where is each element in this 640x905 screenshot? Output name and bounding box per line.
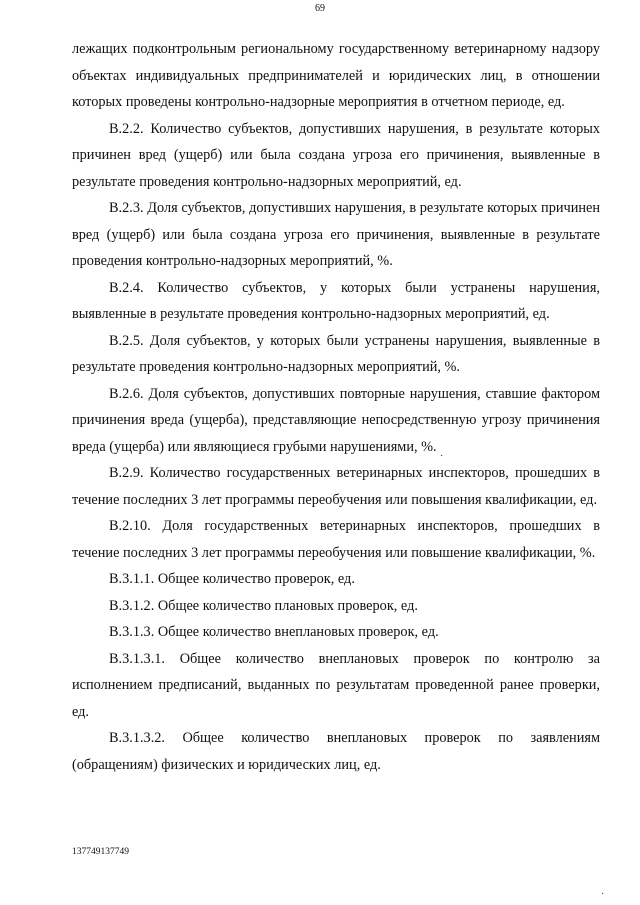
paragraph-b-2-9: B.2.9. Количество государственных ветеринарных инспекторов, прошедших в течение последних 3 лет программы переобучения или повышения квалификации, ед.: [72, 465, 600, 508]
paragraph-b-2-5: B.2.5. Доля субъектов, у которых были устранены нарушения, выявленные в результате проведения контрольно-надзорных мероприятий, %.: [72, 332, 600, 375]
document-id: 137749137749: [72, 847, 129, 857]
paragraph-continuation: лежащих подконтрольным региональному государственному ветеринарному надзору объектах индивидуальных предпринимателей и юридических лиц, в отношении которых проведены контрольно-надзорные мероприятия в отчетном периоде, ед.: [72, 41, 600, 110]
document-body: [72, 36, 600, 778]
paragraph-b-3-1-1: B.3.1.1. Общее количество проверок, ед.: [109, 571, 355, 587]
scan-speck: ·: [440, 451, 444, 462]
paragraph-b-2-3: B.2.3. Доля субъектов, допустивших нарушения, в результате которых причинен вред (ущерб) или была создана угроза его причинения, выявленные в результате проведения контрольно-надзорных мероприятий, %.: [72, 200, 600, 269]
paragraph-b-2-6: B.2.6. Доля субъектов, допустивших повторные нарушения, ставшие фактором причинения вреда (ущерба), представляющие непосредственную угрозу причинения вреда (ущерба) или являющиеся грубыми нарушениями, %.: [72, 385, 600, 455]
paragraph-b-3-1-2: B.3.1.2. Общее количество плановых проверок, ед.: [109, 597, 418, 614]
paragraph-b-2-2: B.2.2. Количество субъектов, допустивших нарушения, в результате которых причинен вред (ущерб) или была создана угроза его причинения, выявленные в результате проведения контрольно-надзорных мероприятий, ед.: [72, 120, 600, 190]
paragraph-b-3-1-3-1: B.3.1.3.1. Общее количество внеплановых проверок по контролю за исполнением предписаний, выданных по результатам проведенной ранее проверки, ед.: [72, 650, 600, 720]
paragraph-b-2-10: B.2.10. Доля государственных ветеринарных инспекторов, прошедших в течение последних 3 лет программы переобучения или повышение квалификации, %.: [72, 518, 600, 561]
page-number: 69: [315, 3, 325, 14]
paragraph-b-3-1-3: B.3.1.3. Общее количество внеплановых проверок, ед.: [109, 624, 439, 640]
paragraph-b-3-1-3-2: B.3.1.3.2. Общее количество внеплановых проверок по заявлениям (обращениям) физических и юридических лиц, ед.: [72, 730, 600, 773]
scan-speck: ·: [601, 889, 605, 900]
paragraph-b-2-4: B.2.4. Количество субъектов, у которых были устранены нарушения, выявленные в результате проведения контрольно-надзорных мероприятий, ед.: [72, 279, 600, 322]
